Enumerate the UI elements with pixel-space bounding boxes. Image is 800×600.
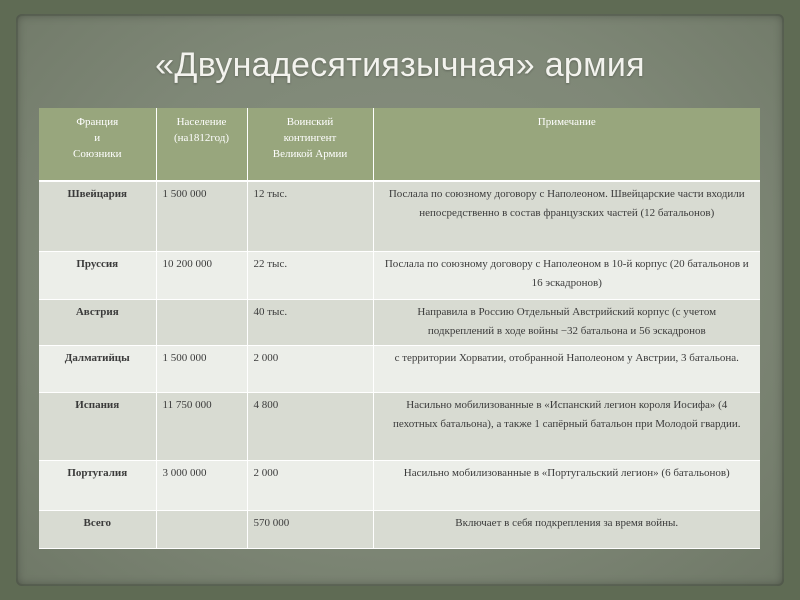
army-table <box>39 108 760 549</box>
cell-note: Послала по союзному договору с Наполеоном. Швейцарские части входили непосредственно в состав французских частей (12 батальонов) <box>373 181 760 251</box>
header-country-line: и <box>94 132 101 144</box>
cell-population <box>156 510 247 549</box>
cell-population: 10 200 000 <box>156 251 247 299</box>
cell-contingent: 2 000 <box>247 345 373 392</box>
cell-population <box>156 299 247 345</box>
header-contingent-line: Воинский <box>286 116 334 128</box>
table-row <box>39 299 760 345</box>
header-population-line: Население <box>176 116 227 128</box>
cell-country: Пруссия <box>39 251 156 299</box>
cell-country: Далматийцы <box>39 345 156 392</box>
cell-note: Послала по союзному договору с Наполеоном в 10-й корпус (20 батальонов и 16 эскадронов) <box>373 251 760 299</box>
header-contingent-line: контингент <box>283 132 337 144</box>
cell-contingent: 40 тыс. <box>247 299 373 345</box>
table-row <box>39 181 760 251</box>
table-header-row <box>39 108 760 181</box>
cell-note: с территории Хорватии, отобранной Наполеоном у Австрии, 3 батальона. <box>373 345 760 392</box>
cell-country: Португалия <box>39 460 156 510</box>
cell-country: Австрия <box>39 299 156 345</box>
cell-note: Включает в себя подкрепления за время войны. <box>373 510 760 549</box>
header-contingent <box>247 108 373 181</box>
cell-contingent: 4 800 <box>247 392 373 460</box>
table-row <box>39 510 760 549</box>
cell-population: 11 750 000 <box>156 392 247 460</box>
cell-population: 1 500 000 <box>156 181 247 251</box>
header-population <box>156 108 247 181</box>
cell-country: Швейцария <box>39 181 156 251</box>
cell-population: 3 000 000 <box>156 460 247 510</box>
slide-title: «Двунадесятиязычная» армия <box>155 46 645 84</box>
cell-country: Всего <box>39 510 156 549</box>
header-note-line: Примечание <box>537 116 596 128</box>
table-row <box>39 392 760 460</box>
cell-contingent: 12 тыс. <box>247 181 373 251</box>
table-row <box>39 460 760 510</box>
cell-note: Насильно мобилизованные в «Испанский легион короля Иосифа» (4 пехотных батальона), а также 1 сапёрный батальон при Молодой гвардии. <box>373 392 760 460</box>
table-row <box>39 251 760 299</box>
cell-contingent: 22 тыс. <box>247 251 373 299</box>
cell-country: Испания <box>39 392 156 460</box>
cell-contingent: 2 000 <box>247 460 373 510</box>
header-note <box>373 108 760 181</box>
cell-population: 1 500 000 <box>156 345 247 392</box>
header-country-line: Франция <box>76 116 119 128</box>
header-country-line: Союзники <box>73 148 122 160</box>
header-country <box>39 108 156 181</box>
header-population-line: (на1812год) <box>173 132 230 144</box>
cell-note: Направила в Россию Отдельный Австрийский корпус (с учетом подкреплений в ходе войны −32 батальона и 56 эскадронов <box>373 299 760 345</box>
army-table-container <box>39 108 760 549</box>
header-contingent-line: Великой Армии <box>272 148 348 160</box>
table-row <box>39 345 760 392</box>
cell-contingent: 570 000 <box>247 510 373 549</box>
cell-note: Насильно мобилизованные в «Португальский легион» (6 батальонов) <box>373 460 760 510</box>
